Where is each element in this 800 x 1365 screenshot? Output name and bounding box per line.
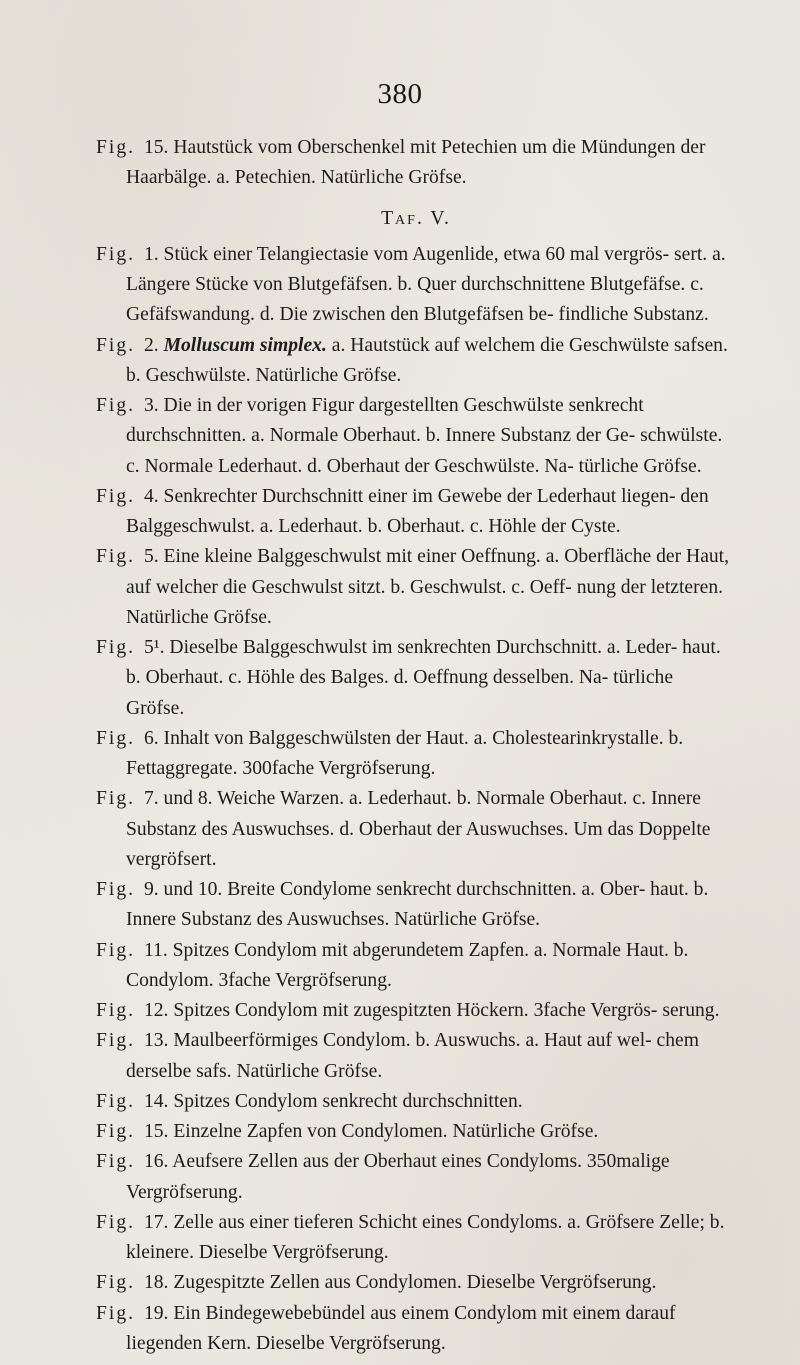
fig-label: Fig. — [96, 1000, 136, 1021]
caption-entry — [96, 1208, 736, 1269]
caption-text: 5. Eine kleine Balggeschwulst mit einer Oeffnung. a. Oberfläche der Haut, auf welcher die Geschwulst sitzt. b. Geschwulst. c. Oeff- nung der letzteren. Natürliche Gröfse. — [126, 546, 730, 628]
caption-entry — [96, 1268, 736, 1298]
fig-label: Fig. — [96, 879, 136, 900]
caption-entry — [96, 784, 736, 875]
fig-label: Fig. — [96, 1090, 136, 1112]
caption-text: 19. Ein Bindegewebebündel aus einem Condylom mit einem darauf liegenden Kern. Dieselbe Vergröfserung. — [126, 1302, 676, 1354]
fig-label: Fig. — [96, 939, 136, 961]
caption-entry — [96, 331, 736, 392]
fig-label: Fig. — [96, 334, 136, 356]
caption-text: 12. Spitzes Condylom mit zugespitzten Höckern. 3fache Vergrös- serung. — [143, 1000, 720, 1021]
fig-label: Fig. — [96, 1151, 136, 1173]
caption-text: 4. Senkrechter Durchschnitt einer im Gewebe der Lederhaut liegen- den Balggeschwulst. a. Lederhaut. b. Oberhaut. c. Höhle der Cyste. — [126, 485, 709, 537]
caption-entry — [96, 1087, 736, 1117]
fig-label: Fig. — [96, 1211, 136, 1233]
caption-entry — [96, 240, 736, 331]
caption-text: 3. Die in der vorigen Figur dargestellten Geschwülste senkrecht durchschnitten. a. Normale Oberhaut. b. Innere Substanz der Ge- schwülste. c. Normale Lederhaut. d. Oberhaut der Geschwülste. Na- türliche Gröfse. — [126, 395, 723, 477]
caption-text: 6. Inhalt von Balggeschwülsten der Haut. a. Cholestearinkrystalle. b. Fettaggregate. 300fache Vergröfserung. — [126, 727, 684, 779]
caption-text: 14. Spitzes Condylom senkrecht durchschnitten. — [143, 1090, 523, 1112]
caption-entry — [96, 936, 736, 997]
caption-text: 9. und 10. Breite Condylome senkrecht durchschnitten. a. Ober- haut. b. Innere Substanz des Auswuchses. Natürliche Gröfse. — [126, 879, 709, 931]
caption-text: 13. Maulbeerförmiges Condylom. b. Auswuchs. a. Haut auf wel- chem derselbe safs. Natürliche Gröfse. — [126, 1030, 699, 1082]
fig-label: Fig. — [96, 1302, 136, 1324]
caption-entry — [96, 996, 736, 1026]
plate-heading — [96, 204, 736, 234]
fig-number: 2. — [143, 334, 159, 356]
species-title: Molluscum simplex. — [163, 334, 327, 356]
page-number: 380 — [377, 78, 423, 110]
caption-entry — [96, 633, 736, 724]
fig-label: Fig. — [96, 637, 136, 658]
fig-label: Fig. — [96, 546, 136, 568]
caption-text: 1. Stück einer Telangiectasie vom Augenlide, etwa 60 mal vergrös- sert. a. Längere Stücke von Blutgefäfsen. b. Quer durchschnittene Blutgefäfse. c. Gefäfswandung. d. Die zwischen den Blutgefäfsen be- findliche Substanz. — [126, 243, 726, 326]
fig-label: Fig. — [96, 1030, 136, 1052]
caption-entry — [96, 542, 736, 633]
caption-entry — [96, 391, 736, 482]
figure-captions — [96, 133, 736, 1359]
caption-entry — [96, 724, 736, 785]
caption-text: 18. Zugespitzte Zellen aus Condylomen. Dieselbe Vergröfserung. — [143, 1272, 657, 1294]
caption-text: 11. Spitzes Condylom mit abgerundetem Zapfen. a. Normale Haut. b. Condylom. 3fache Vergröfserung. — [126, 939, 689, 991]
fig-label: Fig. — [96, 1121, 136, 1142]
caption-text: 15. Einzelne Zapfen von Condylomen. Natürliche Gröfse. — [143, 1121, 599, 1142]
fig-label: Fig. — [96, 788, 136, 810]
caption-text: 16. Aeufsere Zellen aus der Oberhaut eines Condyloms. 350malige Vergröfserung. — [126, 1151, 670, 1203]
caption-text: 7. und 8. Weiche Warzen. a. Lederhaut. b. Normale Oberhaut. c. Innere Substanz des Auswuchses. d. Oberhaut der Auswuchses. Um das Doppelte vergröfsert. — [126, 788, 711, 870]
caption-entry — [96, 1117, 736, 1147]
caption-entry — [96, 133, 736, 194]
fig-label: Fig. — [96, 137, 136, 158]
caption-text: 15. Hautstück vom Oberschenkel mit Petechien um die Mündungen der Haarbälge. a. Petechien. Natürliche Gröfse. — [126, 137, 706, 189]
caption-text: 17. Zelle aus einer tieferen Schicht eines Condyloms. a. Gröfsere Zelle; b. kleinere. Dieselbe Vergröfserung. — [126, 1211, 725, 1263]
caption-entry — [96, 875, 736, 936]
fig-label: Fig. — [96, 727, 136, 749]
caption-entry — [96, 482, 736, 543]
caption-text: a. Hautstück auf welchem die Geschwülste safsen. b. Geschwülste. Natürliche Gröfse. — [126, 334, 728, 386]
caption-entry — [96, 1026, 736, 1087]
caption-text: 5¹. Dieselbe Balggeschwulst im senkrechten Durchschnitt. a. Leder- haut. b. Oberhaut. c. Höhle des Balges. d. Oeffnung desselben. Na- türliche Gröfse. — [126, 637, 721, 719]
plate-title: Taf. V. — [381, 207, 451, 229]
fig-label: Fig. — [96, 243, 136, 265]
caption-entry — [96, 1299, 736, 1360]
caption-entry — [96, 1147, 736, 1208]
fig-label: Fig. — [96, 485, 136, 507]
fig-label: Fig. — [96, 395, 136, 416]
fig-label: Fig. — [96, 1272, 136, 1294]
